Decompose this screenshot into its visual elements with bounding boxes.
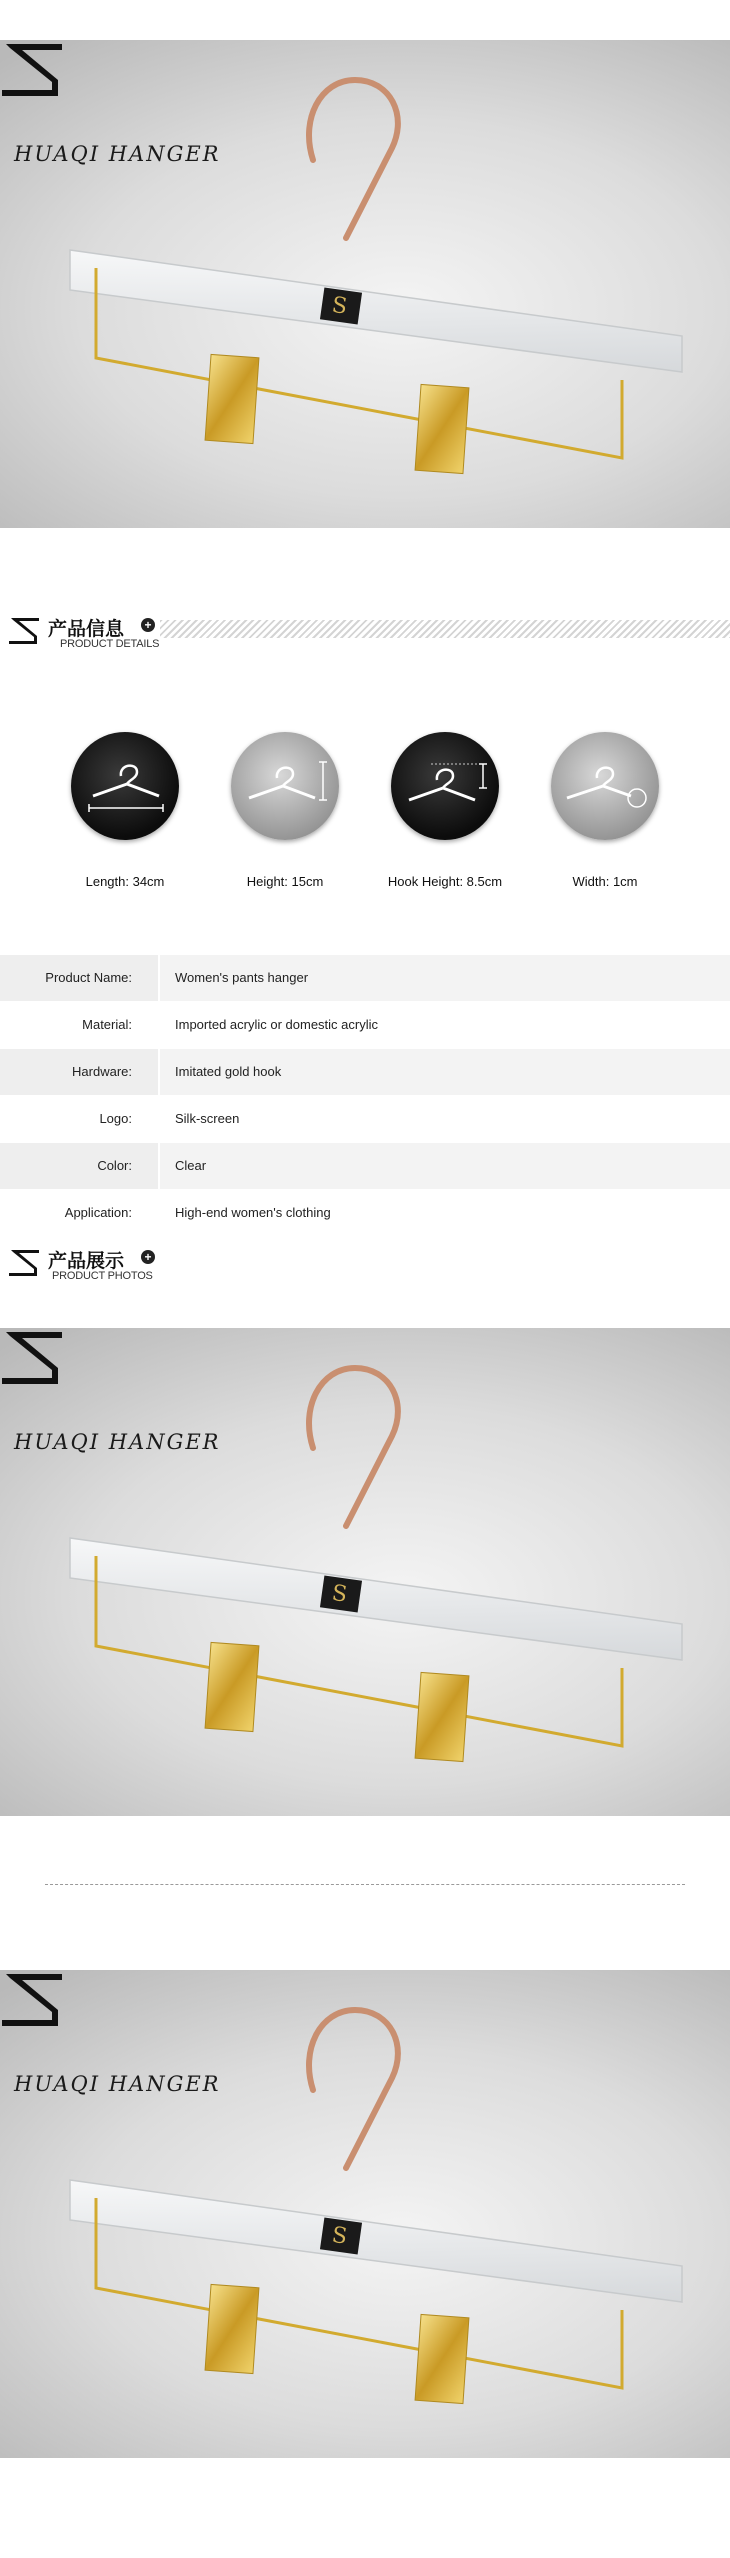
height-icon xyxy=(231,732,339,840)
table-row xyxy=(0,1190,730,1237)
section-title-cn: 产品信息 xyxy=(48,619,125,640)
spec-hook-height xyxy=(370,732,520,889)
hq-monogram-icon xyxy=(0,1328,68,1388)
spec-length xyxy=(50,732,200,889)
table-row xyxy=(0,1143,730,1190)
details-table xyxy=(0,955,730,1237)
hq-monogram-icon xyxy=(0,1970,68,2030)
table-key: Material: xyxy=(82,1017,132,1032)
table-row xyxy=(0,1096,730,1143)
product-photo-2 xyxy=(0,1328,730,1816)
plus-icon: + xyxy=(141,1250,155,1264)
table-key: Product Name: xyxy=(0,955,158,1001)
hatch-divider xyxy=(160,620,730,638)
table-key: Hardware: xyxy=(0,1049,158,1095)
hq-monogram-icon xyxy=(8,1248,42,1278)
plus-icon: + xyxy=(141,618,155,632)
svg-text:S: S xyxy=(330,292,349,320)
hq-monogram-icon xyxy=(8,616,42,646)
section-title-cn: 产品展示 xyxy=(48,1251,125,1272)
product-photo-main xyxy=(0,40,730,528)
length-icon xyxy=(71,732,179,840)
table-value: High-end women's clothing xyxy=(175,1205,331,1220)
table-value: Imported acrylic or domestic acrylic xyxy=(175,1017,378,1032)
table-row xyxy=(0,1002,730,1049)
table-key: Application: xyxy=(64,1205,132,1220)
table-value: Clear xyxy=(160,1143,730,1189)
svg-text:S: S xyxy=(330,2222,349,2250)
brand-name: HUAQI HANGER xyxy=(14,2072,221,2096)
table-value: Silk-screen xyxy=(175,1111,240,1126)
hanger-illustration xyxy=(0,1328,730,1816)
spec-label: Width: 1cm xyxy=(572,874,638,889)
table-value: Imitated gold hook xyxy=(160,1049,730,1095)
spec-label: Height: 15cm xyxy=(246,874,324,889)
hanger-illustration xyxy=(0,40,730,528)
svg-text:S: S xyxy=(330,1580,349,1608)
product-photo-3 xyxy=(0,1970,730,2458)
brand-name: HUAQI HANGER xyxy=(14,1430,221,1454)
spec-label: Length: 34cm xyxy=(85,874,165,889)
width-icon xyxy=(551,732,659,840)
hq-monogram-icon xyxy=(0,40,68,100)
table-key: Logo: xyxy=(99,1111,132,1126)
table-row xyxy=(0,955,730,1002)
spec-height xyxy=(210,732,360,889)
dashed-divider xyxy=(45,1884,685,1885)
table-value: Women's pants hanger xyxy=(160,955,730,1001)
section-header-details xyxy=(0,610,730,660)
hook-height-icon xyxy=(391,732,499,840)
spec-width xyxy=(530,732,680,889)
table-row xyxy=(0,1049,730,1096)
spec-label: Hook Height: 8.5cm xyxy=(387,874,503,889)
section-header-photos xyxy=(0,1242,730,1292)
section-title-en: PRODUCT PHOTOS xyxy=(52,1270,153,1282)
brand-name: HUAQI HANGER xyxy=(14,142,221,166)
hanger-illustration xyxy=(0,1970,730,2458)
table-key: Color: xyxy=(0,1143,158,1189)
section-title-en: PRODUCT DETAILS xyxy=(60,638,160,650)
